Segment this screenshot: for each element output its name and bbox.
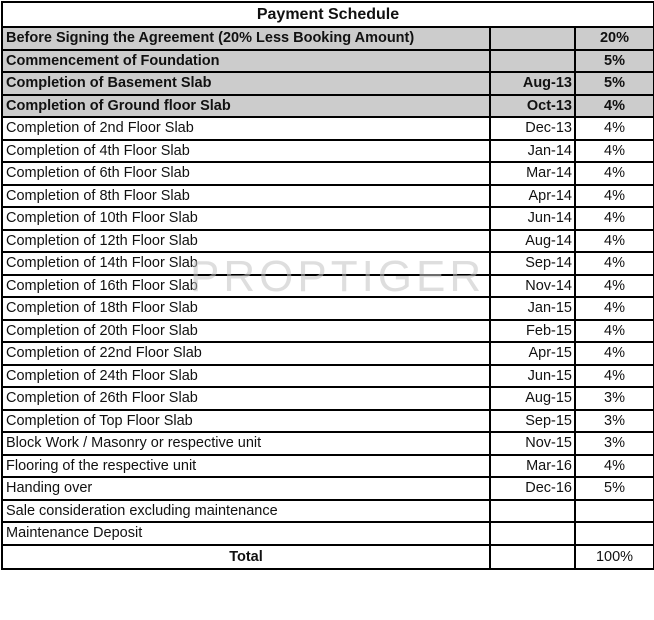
percent-cell: 4% bbox=[575, 455, 654, 478]
total-row bbox=[2, 545, 654, 569]
stage-cell: Completion of 26th Floor Slab bbox=[2, 387, 490, 410]
date-cell: Jun-15 bbox=[490, 365, 575, 388]
table-row bbox=[2, 207, 654, 230]
percent-cell: 4% bbox=[575, 365, 654, 388]
percent-cell: 4% bbox=[575, 230, 654, 253]
table-title: Payment Schedule bbox=[2, 2, 654, 27]
table-row bbox=[2, 275, 654, 298]
table-row bbox=[2, 342, 654, 365]
table-row bbox=[2, 72, 654, 95]
date-cell: Jun-14 bbox=[490, 207, 575, 230]
percent-cell bbox=[575, 522, 654, 545]
date-cell: Aug-13 bbox=[490, 72, 575, 95]
stage-cell: Completion of 24th Floor Slab bbox=[2, 365, 490, 388]
date-cell: Apr-14 bbox=[490, 185, 575, 208]
table-row bbox=[2, 297, 654, 320]
date-cell: Oct-13 bbox=[490, 95, 575, 118]
percent-cell: 4% bbox=[575, 275, 654, 298]
date-cell: Apr-15 bbox=[490, 342, 575, 365]
percent-cell: 4% bbox=[575, 162, 654, 185]
percent-cell: 5% bbox=[575, 477, 654, 500]
date-cell: Nov-15 bbox=[490, 432, 575, 455]
stage-cell: Completion of 14th Floor Slab bbox=[2, 252, 490, 275]
stage-cell: Before Signing the Agreement (20% Less Booking Amount) bbox=[2, 27, 490, 50]
date-cell: Jan-14 bbox=[490, 140, 575, 163]
stage-cell: Completion of 2nd Floor Slab bbox=[2, 117, 490, 140]
date-cell bbox=[490, 50, 575, 73]
date-cell: Aug-15 bbox=[490, 387, 575, 410]
percent-cell: 4% bbox=[575, 207, 654, 230]
stage-cell: Completion of 10th Floor Slab bbox=[2, 207, 490, 230]
stage-cell: Completion of Basement Slab bbox=[2, 72, 490, 95]
date-cell: Nov-14 bbox=[490, 275, 575, 298]
table-row bbox=[2, 252, 654, 275]
stage-cell: Sale consideration excluding maintenance bbox=[2, 500, 490, 523]
table-row bbox=[2, 162, 654, 185]
percent-cell: 3% bbox=[575, 432, 654, 455]
stage-cell: Completion of 18th Floor Slab bbox=[2, 297, 490, 320]
date-cell: Dec-16 bbox=[490, 477, 575, 500]
stage-cell: Flooring of the respective unit bbox=[2, 455, 490, 478]
stage-cell: Completion of 6th Floor Slab bbox=[2, 162, 490, 185]
date-cell: Dec-13 bbox=[490, 117, 575, 140]
percent-cell bbox=[575, 500, 654, 523]
percent-cell: 20% bbox=[575, 27, 654, 50]
total-label: Total bbox=[2, 545, 490, 569]
stage-cell: Completion of 4th Floor Slab bbox=[2, 140, 490, 163]
stage-cell: Completion of Ground floor Slab bbox=[2, 95, 490, 118]
total-date-cell bbox=[490, 545, 575, 569]
percent-cell: 4% bbox=[575, 342, 654, 365]
stage-cell: Maintenance Deposit bbox=[2, 522, 490, 545]
date-cell bbox=[490, 500, 575, 523]
date-cell: Sep-14 bbox=[490, 252, 575, 275]
stage-cell: Completion of Top Floor Slab bbox=[2, 410, 490, 433]
table-row bbox=[2, 320, 654, 343]
table-row bbox=[2, 522, 654, 545]
table-row bbox=[2, 230, 654, 253]
stage-cell: Completion of 16th Floor Slab bbox=[2, 275, 490, 298]
date-cell: Aug-14 bbox=[490, 230, 575, 253]
table-title-row bbox=[2, 2, 654, 27]
percent-cell: 5% bbox=[575, 72, 654, 95]
percent-cell: 5% bbox=[575, 50, 654, 73]
watermark: PROPTIGER bbox=[190, 252, 486, 301]
table-row bbox=[2, 477, 654, 500]
date-cell: Mar-14 bbox=[490, 162, 575, 185]
date-cell: Feb-15 bbox=[490, 320, 575, 343]
date-cell bbox=[490, 522, 575, 545]
total-percent: 100% bbox=[575, 545, 654, 569]
table-row bbox=[2, 50, 654, 73]
payment-schedule-table bbox=[1, 1, 654, 570]
table-row bbox=[2, 410, 654, 433]
percent-cell: 4% bbox=[575, 297, 654, 320]
percent-cell: 3% bbox=[575, 410, 654, 433]
table-row bbox=[2, 27, 654, 50]
table-row bbox=[2, 140, 654, 163]
percent-cell: 4% bbox=[575, 95, 654, 118]
stage-cell: Completion of 8th Floor Slab bbox=[2, 185, 490, 208]
stage-cell: Block Work / Masonry or respective unit bbox=[2, 432, 490, 455]
percent-cell: 4% bbox=[575, 320, 654, 343]
percent-cell: 4% bbox=[575, 252, 654, 275]
date-cell: Jan-15 bbox=[490, 297, 575, 320]
table-row bbox=[2, 185, 654, 208]
stage-cell: Completion of 20th Floor Slab bbox=[2, 320, 490, 343]
stage-cell: Handing over bbox=[2, 477, 490, 500]
table-row bbox=[2, 95, 654, 118]
table-row bbox=[2, 432, 654, 455]
percent-cell: 4% bbox=[575, 140, 654, 163]
date-cell: Sep-15 bbox=[490, 410, 575, 433]
date-cell bbox=[490, 27, 575, 50]
table-row bbox=[2, 455, 654, 478]
percent-cell: 4% bbox=[575, 185, 654, 208]
table-row bbox=[2, 500, 654, 523]
stage-cell: Commencement of Foundation bbox=[2, 50, 490, 73]
table-row bbox=[2, 117, 654, 140]
stage-cell: Completion of 22nd Floor Slab bbox=[2, 342, 490, 365]
percent-cell: 4% bbox=[575, 117, 654, 140]
date-cell: Mar-16 bbox=[490, 455, 575, 478]
table-row bbox=[2, 387, 654, 410]
percent-cell: 3% bbox=[575, 387, 654, 410]
table-row bbox=[2, 365, 654, 388]
stage-cell: Completion of 12th Floor Slab bbox=[2, 230, 490, 253]
